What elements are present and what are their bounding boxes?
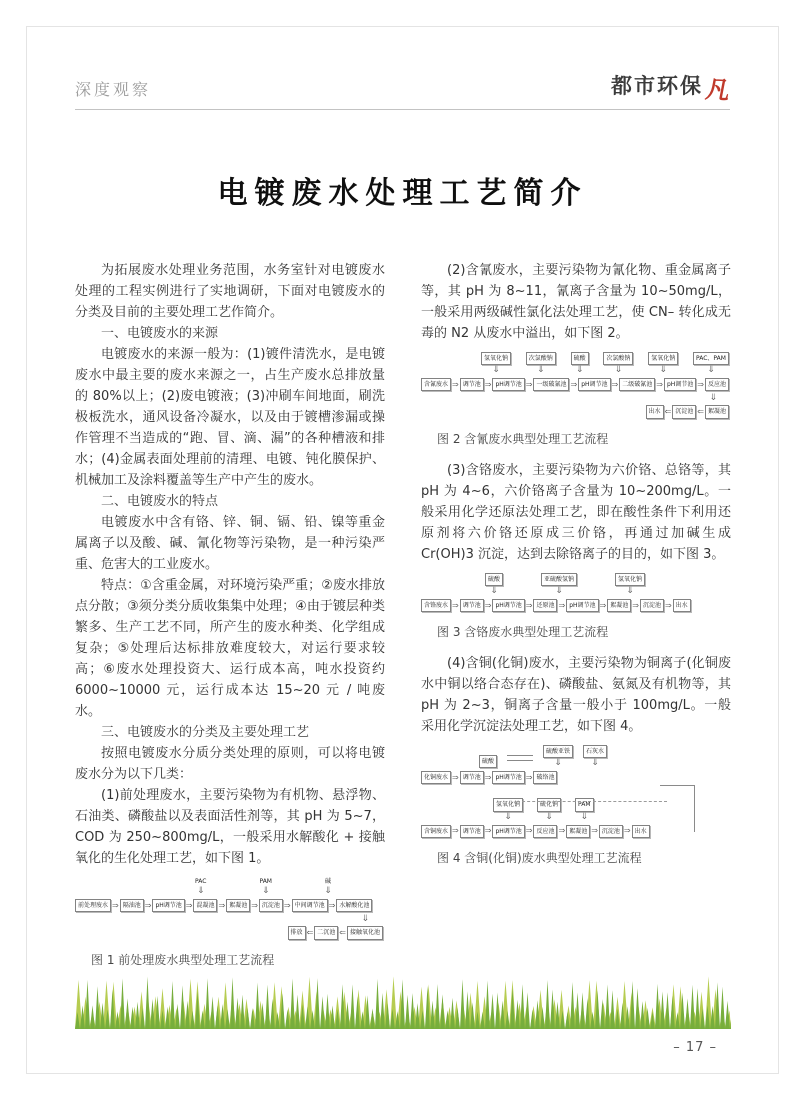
flow-node: pH调节池 — [664, 378, 696, 391]
flow-node: 二级破氰池 — [619, 378, 655, 391]
flow-node: 反应池 — [533, 825, 557, 838]
arrow-down-icon: ⇓ — [555, 585, 563, 596]
flow-node: 水解酸化池 — [336, 899, 372, 912]
flow-input — [615, 573, 645, 596]
arrow-right-icon: ⇒ — [525, 600, 533, 610]
arrow-right-icon: ⇒ — [656, 379, 663, 389]
arrow-right-icon: ⇒ — [697, 379, 704, 389]
arrow-right-icon: ⇒ — [591, 826, 598, 836]
flow-node: 出水 — [646, 405, 664, 418]
arrow-right-icon: ⇒ — [185, 900, 193, 910]
arrow-down-icon: ⇓ — [580, 811, 589, 822]
section-heading: 二、电镀废水的特点 — [101, 494, 219, 509]
flow-node: pH调节池 — [578, 378, 610, 391]
flow-node: 氢氧化钠 — [481, 352, 511, 365]
flow-node: 还原池 — [533, 599, 557, 612]
arrow-right-icon: ⇒ — [570, 379, 578, 389]
arrow-right-icon: ⇒ — [484, 600, 492, 610]
flow-node: 含氰废水 — [421, 378, 451, 391]
section-heading: 三、电镀废水的分类及主要处理工艺 — [101, 725, 310, 740]
arrow-right-icon: ⇒ — [452, 826, 459, 836]
figure-1-caption: 图 1 前处理废水典型处理工艺流程 — [91, 952, 275, 967]
flow-node: 排放 — [288, 926, 306, 939]
figure-3-flowchart — [421, 573, 731, 612]
paragraph: (3)含铬废水，主要污染物为六价铬、总铬等，其 pH 为 4~6，六价铬离子含量为 10~200mg/L。一般采用化学还原法处理工艺，即在酸性条件下利用还原剂将六价铬还原成三价铬，再通过加碱生成 Cr(OH)3 沉淀，达到去除铬离子的目的，如下图 3。 — [421, 462, 731, 562]
arrow-right-icon: ⇒ — [632, 600, 639, 610]
flow-node: 硫酸 — [571, 352, 589, 365]
figure-3 — [421, 573, 731, 643]
flow-node: 调节池 — [460, 599, 484, 612]
arrow-right-icon: ⇒ — [283, 900, 291, 910]
flow-node: 接触氧化池 — [347, 926, 383, 939]
connector-line — [660, 785, 695, 832]
flow-node: 次氯酸钠 — [526, 352, 556, 365]
flow-node: 破络池 — [533, 771, 557, 784]
flow-node: 一级破氰池 — [533, 378, 569, 391]
arrow-right-icon: ⇒ — [558, 826, 566, 836]
flow-node: 二沉池 — [314, 926, 338, 939]
flow-node: 硫酸亚铁 — [543, 745, 573, 758]
arrow-down-icon: ⇓ — [614, 365, 623, 376]
arrow-down-icon: ⇓ — [537, 365, 545, 376]
arrow-right-icon: ⇒ — [452, 600, 459, 610]
arrow-down-icon: ⇓ — [324, 886, 332, 897]
flow-node: 沉淀池 — [599, 825, 623, 838]
section-label: 深度观察 — [75, 80, 152, 99]
flow-node: 碱 — [324, 878, 331, 885]
figure-2-bottom-chain — [421, 405, 731, 418]
arrow-left-icon: ⇐ — [697, 407, 704, 417]
flow-node: pH调节池 — [492, 825, 524, 838]
arrow-right-icon: ⇒ — [218, 900, 226, 910]
flow-node: 石灰水 — [583, 745, 607, 758]
flow-node: pH调节池 — [492, 378, 524, 391]
right-column — [421, 260, 731, 981]
grass-graphic — [75, 973, 731, 1029]
page-header — [75, 70, 733, 110]
arrow-down-icon: ⇓ — [504, 811, 512, 822]
arrow-down-icon: ⇓ — [261, 886, 270, 897]
arrow-left-icon: ⇐ — [664, 407, 672, 417]
flow-node: 絮凝池 — [705, 405, 729, 418]
paragraph: (4)含铜(化铜)废水，主要污染物为铜离子(化铜废水中铜以络合态存在)、磷酸盐、氨氮及有机物等，其 pH 为 2~3，铜离子含量一般小于 100mg/L。一般采用化学沉淀法处理工艺，如下图 4。 — [421, 655, 731, 734]
arrow-right-icon: ⇒ — [525, 772, 533, 782]
figure-3-main-chain — [421, 599, 731, 612]
flow-input — [648, 352, 678, 375]
paragraph: 电镀废水中含有铬、锌、铜、镉、铅、镍等重金属离子以及酸、碱、氰化物等污染物，是一种污染严重、危害大的工业废水。 — [75, 515, 385, 572]
flow-node: 硫化钠 — [537, 798, 561, 811]
figure-1-bottom-chain — [75, 926, 385, 939]
brand-name: 都市环保 — [611, 74, 703, 98]
arrow-down-icon: ⇓ — [626, 585, 634, 596]
arrow-right-icon: ⇒ — [112, 900, 119, 910]
arrow-right-icon: ⇒ — [664, 600, 672, 610]
flow-node: 隔油池 — [120, 899, 144, 912]
arrow-down-icon: ⇓ — [554, 758, 562, 769]
flow-node: PAM — [575, 798, 594, 811]
paragraph: 按照电镀废水分质分类处理的原则，可以将电镀废水分为以下几类： — [75, 746, 385, 782]
figure-4-top-inputs — [421, 745, 731, 768]
flow-node: 沉淀池 — [640, 599, 664, 612]
connector-line — [517, 801, 667, 802]
flow-node: 调节池 — [460, 825, 484, 838]
flow-node: 中间调节池 — [292, 899, 328, 912]
figure-4-flowchart — [421, 745, 731, 838]
flow-input — [583, 745, 607, 768]
flow-node: 絮凝池 — [607, 599, 631, 612]
flow-input — [526, 352, 556, 375]
arrow-down-icon: ⇓ — [591, 758, 599, 769]
left-column — [75, 260, 385, 981]
flow-node: 氢氧化钠 — [493, 798, 523, 811]
arrow-right-icon: ⇒ — [484, 379, 492, 389]
figure-2-caption: 图 2 含氰废水典型处理工艺流程 — [437, 431, 609, 446]
arrow-right-icon: ⇒ — [525, 379, 533, 389]
flow-node: 反应池 — [705, 378, 729, 391]
figure-3-caption: 图 3 含铬废水典型处理工艺流程 — [437, 624, 609, 639]
arrow-down-icon: ⇓ — [196, 886, 205, 897]
article-body — [75, 260, 731, 981]
paragraph: (1)前处理废水，主要污染物为有机物、悬浮物、石油类、磷酸盐以及表面活性剂等，其 pH 为 5~7，COD 为 250~800mg/L，一般采用水解酸化 + 接触氧化的生化处理工艺，如下图 1。 — [75, 788, 385, 866]
flow-node: 化铜废水 — [421, 771, 451, 784]
flow-node: PAM — [259, 878, 272, 885]
arrow-down-icon: ⇓ — [659, 365, 667, 376]
flow-node: 氢氧化钠 — [615, 573, 645, 586]
flow-input — [571, 352, 589, 375]
flow-node: pH调节池 — [492, 599, 524, 612]
flow-input — [485, 573, 503, 596]
flow-input — [693, 352, 729, 375]
arrow-right-icon: ⇒ — [525, 826, 533, 836]
flow-node: 絮凝池 — [226, 899, 250, 912]
figure-4-top-chain — [421, 771, 601, 784]
arrow-right-icon: ⇒ — [623, 826, 631, 836]
figure-2-main-chain — [421, 378, 731, 391]
figure-2 — [421, 352, 731, 450]
brand-logo-icon: 凡 — [703, 74, 733, 105]
flow-node: 出水 — [632, 825, 650, 838]
flow-input — [323, 877, 333, 896]
flow-node: 含铜废水 — [421, 825, 451, 838]
flow-node: pH调节池 — [152, 899, 184, 912]
page-number: – 17 – — [673, 1040, 717, 1055]
arrow-down-icon: ⇓ — [490, 585, 498, 596]
figure-1-inputs — [75, 877, 333, 896]
figure-2-inputs — [421, 352, 731, 375]
arrow-right-icon: ⇒ — [328, 900, 336, 910]
flow-input — [481, 352, 511, 375]
connector-line — [507, 755, 533, 761]
arrow-right-icon: ⇒ — [611, 379, 619, 389]
flow-input — [193, 877, 208, 896]
arrow-right-icon: ⇒ — [144, 900, 152, 910]
flow-input — [257, 877, 274, 896]
flow-node: 亚硫酸氢钠 — [541, 573, 577, 586]
arrow-right-icon: ⇒ — [452, 379, 459, 389]
arrow-right-icon: ⇒ — [558, 600, 566, 610]
flow-node: 絮凝池 — [566, 825, 590, 838]
figure-4 — [421, 745, 731, 869]
paragraph: 特点：①含重金属，对环境污染严重；②废水排放点分散；③须分类分质收集集中处理；④由于镀层种类繁多、生产工艺不同，所产生的废水种类、化学组成复杂；⑤处理后达标排放难度较大，对运行要求较高；⑥废水处理投资大、运行成本高，吨水投资约 6000~10000 元，运行成本达 15~20 元 / 吨废水。 — [75, 578, 385, 719]
arrow-down-icon: ⇓ — [575, 365, 584, 376]
flow-input — [541, 573, 577, 596]
arrow-down-icon: ⇓ — [709, 393, 717, 404]
figure-2-flowchart — [421, 352, 731, 419]
flow-node: 含铬废水 — [421, 599, 451, 612]
section-heading: 一、电镀废水的来源 — [101, 326, 219, 341]
flow-node: 出水 — [673, 599, 691, 612]
arrow-right-icon: ⇒ — [452, 772, 459, 782]
article-title: 电镀废水处理工艺简介 — [217, 176, 588, 211]
flow-node: PAC — [195, 878, 207, 885]
arrow-down-icon: ⇓ — [492, 365, 500, 376]
flow-node: pH调节池 — [492, 771, 524, 784]
flow-input — [543, 745, 573, 768]
arrow-left-icon: ⇐ — [306, 928, 314, 938]
figure-1-flowchart — [75, 877, 385, 940]
figure-3-inputs — [421, 573, 645, 596]
flow-node: pH调节池 — [566, 599, 598, 612]
flow-node: 调节池 — [460, 378, 484, 391]
arrow-down-icon: ⇓ — [707, 365, 715, 376]
figure-1 — [75, 877, 385, 971]
figure-4-caption: 图 4 含铜(化铜)废水典型处理工艺流程 — [437, 850, 642, 865]
arrow-right-icon: ⇒ — [484, 772, 492, 782]
flow-node: 次氯酸钠 — [603, 352, 633, 365]
flow-input — [603, 352, 633, 375]
flow-node: PAC、PAM — [693, 352, 729, 365]
flow-node: 硫酸 — [485, 573, 503, 586]
arrow-left-icon: ⇐ — [339, 928, 346, 938]
flow-node: 调节池 — [460, 771, 484, 784]
arrow-down-icon: ⇓ — [361, 914, 369, 925]
brand — [611, 70, 733, 105]
flow-node: 硫酸 — [479, 755, 497, 768]
flow-node: 氢氧化钠 — [648, 352, 678, 365]
arrow-right-icon: ⇒ — [599, 600, 607, 610]
flow-node: 混凝池 — [193, 899, 217, 912]
arrow-right-icon: ⇒ — [484, 826, 492, 836]
flow-node: 前处理废水 — [75, 899, 111, 912]
arrow-down-icon: ⇓ — [545, 811, 553, 822]
paragraph: 为拓展废水处理业务范围，水务室针对电镀废水处理的工程实例进行了实地调研，下面对电镀废水的分类及目前的主要处理工艺作简介。 — [75, 263, 385, 320]
paragraph: (2)含氰废水，主要污染物为氰化物、重金属离子等，其 pH 为 8~11，氰离子含量为 10~50mg/L，一般采用两级碱性氯化法处理工艺，使 CN– 转化成无毒的 N2 从废水中溢出，如下图 2。 — [421, 263, 731, 341]
arrow-right-icon: ⇒ — [251, 900, 258, 910]
figure-1-main-chain — [75, 899, 385, 912]
flow-node: 沉淀池 — [259, 899, 283, 912]
flow-node: 沉淀池 — [672, 405, 696, 418]
paragraph: 电镀废水的来源一般为：(1)镀件清洗水，是电镀废水中最主要的废水来源之一，占生产废水总排放量的 80%以上；(2)废电镀液；(3)冲刷车间地面，刷洗极板洗水，通风设备冷凝水，以及由于镀槽渗漏或操作管理不当造成的“跑、冒、滴、漏”的各种槽液和排水；(4)金属表面处理前的清理、电镀、钝化膜保护、机械加工及涂料覆盖等生产中产生的废水。 — [75, 347, 385, 488]
